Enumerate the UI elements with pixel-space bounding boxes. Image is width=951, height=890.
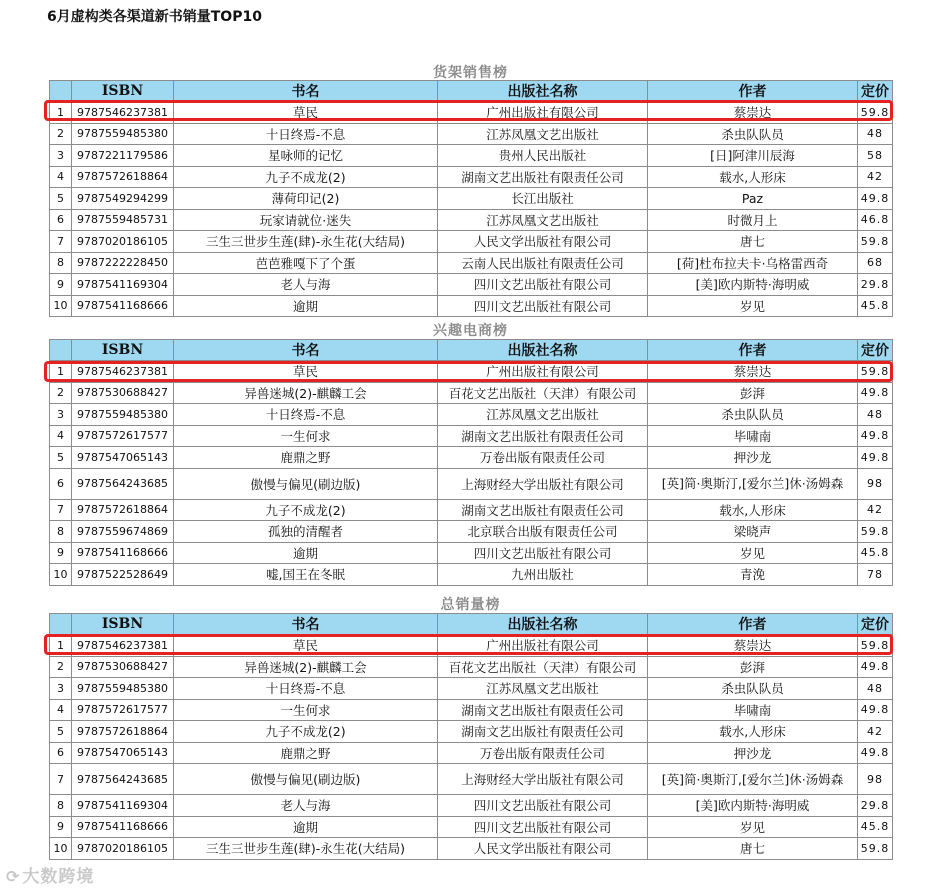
cell-publisher: 九州出版社 [438, 564, 648, 586]
cell-rank: 1 [50, 102, 72, 124]
cell-title: 九子不成龙(2) [174, 721, 438, 743]
table-row [50, 361, 893, 383]
cell-isbn: 9787546237381 [72, 102, 174, 124]
table-row [50, 209, 893, 231]
cell-title: 异兽迷城(2)-麒麟工会 [174, 382, 438, 404]
cell-isbn: 9787572618864 [72, 721, 174, 743]
cell-publisher: 湖南文艺出版社有限责任公司 [438, 166, 648, 188]
cell-publisher: 万卷出版有限责任公司 [438, 742, 648, 764]
table-row [50, 499, 893, 521]
cell-rank: 6 [50, 742, 72, 764]
cell-publisher: 江苏凤凰文艺出版社 [438, 404, 648, 426]
cell-price: 45.8 [858, 816, 893, 838]
cell-rank: 5 [50, 188, 72, 210]
cell-rank: 5 [50, 447, 72, 469]
cell-isbn: 9787564243685 [72, 468, 174, 499]
table-row [50, 102, 893, 124]
header-isbn: ISBN [72, 614, 174, 635]
cell-rank: 8 [50, 795, 72, 817]
header-isbn: ISBN [72, 81, 174, 102]
cell-isbn: 9787221179586 [72, 145, 174, 167]
cell-price: 59.8 [858, 231, 893, 253]
header-author: 作者 [648, 340, 858, 361]
cell-publisher: 人民文学出版社有限公司 [438, 838, 648, 860]
cell-publisher: 上海财经大学出版社有限公司 [438, 468, 648, 499]
cell-rank: 6 [50, 468, 72, 499]
cell-title: 逾期 [174, 542, 438, 564]
cell-isbn: 9787222228450 [72, 252, 174, 274]
cell-rank: 2 [50, 656, 72, 678]
cell-price: 78 [858, 564, 893, 586]
cell-price: 98 [858, 764, 893, 795]
cell-isbn: 9787572618864 [72, 499, 174, 521]
cell-title: 九子不成龙(2) [174, 166, 438, 188]
cell-title: 嘘,国王在冬眠 [174, 564, 438, 586]
table-header-row [50, 614, 893, 635]
table-row [50, 838, 893, 860]
watermark-logo-icon: ⟳ [6, 867, 21, 886]
cell-title: 草民 [174, 361, 438, 383]
table-row [50, 521, 893, 543]
cell-publisher: 四川文艺出版社有限公司 [438, 816, 648, 838]
cell-price: 45.8 [858, 295, 893, 317]
cell-price: 59.8 [858, 635, 893, 657]
cell-publisher: 上海财经大学出版社有限公司 [438, 764, 648, 795]
cell-author: 载水,人形床 [648, 166, 858, 188]
cell-title: 鹿鼎之野 [174, 447, 438, 469]
cell-title: 薄荷印记(2) [174, 188, 438, 210]
cell-title: 一生何求 [174, 699, 438, 721]
table-row [50, 145, 893, 167]
cell-author: 载水,人形床 [648, 499, 858, 521]
table-row [50, 382, 893, 404]
header-publisher: 出版社名称 [438, 340, 648, 361]
cell-isbn: 9787559485380 [72, 123, 174, 145]
cell-author: 彭湃 [648, 382, 858, 404]
header-title: 书名 [174, 614, 438, 635]
cell-price: 42 [858, 166, 893, 188]
table-shelf-sales [49, 80, 893, 317]
cell-isbn: 9787522528649 [72, 564, 174, 586]
cell-publisher: 江苏凤凰文艺出版社 [438, 123, 648, 145]
cell-author: 毕啸南 [648, 425, 858, 447]
cell-price: 49.8 [858, 447, 893, 469]
cell-publisher: 湖南文艺出版社有限责任公司 [438, 699, 648, 721]
table-row [50, 166, 893, 188]
header-rank [50, 81, 72, 102]
table-header-row [50, 340, 893, 361]
cell-rank: 4 [50, 166, 72, 188]
cell-title: 星咏师的记忆 [174, 145, 438, 167]
cell-isbn: 9787572617577 [72, 699, 174, 721]
cell-title: 十日终焉-不息 [174, 404, 438, 426]
table-row [50, 295, 893, 317]
cell-title: 逾期 [174, 295, 438, 317]
cell-rank: 3 [50, 404, 72, 426]
cell-author: [英]简·奥斯汀,[爱尔兰]休·汤姆森 [648, 468, 858, 499]
table-row [50, 795, 893, 817]
table-row [50, 542, 893, 564]
header-price: 定价 [858, 340, 893, 361]
cell-author: [日]阿津川辰海 [648, 145, 858, 167]
cell-title: 孤独的清醒者 [174, 521, 438, 543]
cell-rank: 1 [50, 635, 72, 657]
cell-title: 傲慢与偏见(刷边版) [174, 468, 438, 499]
cell-isbn: 9787559485731 [72, 209, 174, 231]
cell-publisher: 贵州人民出版社 [438, 145, 648, 167]
cell-isbn: 9787020186105 [72, 231, 174, 253]
cell-title: 草民 [174, 102, 438, 124]
table-row [50, 274, 893, 296]
cell-author: 蔡崇达 [648, 635, 858, 657]
cell-title: 三生三世步生莲(肆)-永生花(大结局) [174, 838, 438, 860]
cell-isbn: 9787541169304 [72, 795, 174, 817]
cell-price: 46.8 [858, 209, 893, 231]
cell-isbn: 9787541168666 [72, 295, 174, 317]
cell-isbn: 9787541168666 [72, 542, 174, 564]
cell-price: 42 [858, 721, 893, 743]
table-row [50, 656, 893, 678]
cell-title: 十日终焉-不息 [174, 123, 438, 145]
cell-price: 49.8 [858, 425, 893, 447]
header-price: 定价 [858, 81, 893, 102]
cell-publisher: 湖南文艺出版社有限责任公司 [438, 721, 648, 743]
cell-author: 押沙龙 [648, 742, 858, 764]
header-author: 作者 [648, 614, 858, 635]
table-row [50, 188, 893, 210]
cell-author: 彭湃 [648, 656, 858, 678]
cell-author: 岁见 [648, 542, 858, 564]
cell-title: 鹿鼎之野 [174, 742, 438, 764]
table-row [50, 425, 893, 447]
cell-title: 十日终焉-不息 [174, 678, 438, 700]
cell-author: 岁见 [648, 295, 858, 317]
cell-title: 一生何求 [174, 425, 438, 447]
table-row [50, 742, 893, 764]
table-row [50, 123, 893, 145]
section-title-total-sales: 总销量榜 [440, 597, 501, 613]
cell-author: 时微月上 [648, 209, 858, 231]
table-row [50, 699, 893, 721]
cell-author: [美]欧内斯特·海明威 [648, 795, 858, 817]
header-publisher: 出版社名称 [438, 81, 648, 102]
table-row [50, 635, 893, 657]
cell-price: 42 [858, 499, 893, 521]
cell-isbn: 9787559674869 [72, 521, 174, 543]
cell-isbn: 9787572618864 [72, 166, 174, 188]
cell-rank: 9 [50, 816, 72, 838]
cell-price: 48 [858, 123, 893, 145]
cell-price: 29.8 [858, 795, 893, 817]
cell-rank: 1 [50, 361, 72, 383]
cell-author: [英]简·奥斯汀,[爱尔兰]休·汤姆森 [648, 764, 858, 795]
cell-rank: 10 [50, 295, 72, 317]
cell-price: 49.8 [858, 742, 893, 764]
cell-price: 59.8 [858, 361, 893, 383]
cell-publisher: 长江出版社 [438, 188, 648, 210]
cell-isbn: 9787547065143 [72, 447, 174, 469]
page-title: 6月虚构类各渠道新书销量TOP10 [47, 9, 262, 25]
cell-publisher: 北京联合出版有限责任公司 [438, 521, 648, 543]
cell-publisher: 广州出版社有限公司 [438, 635, 648, 657]
cell-price: 49.8 [858, 382, 893, 404]
cell-author: 青浼 [648, 564, 858, 586]
cell-isbn: 9787549294299 [72, 188, 174, 210]
cell-author: 押沙龙 [648, 447, 858, 469]
cell-isbn: 9787546237381 [72, 361, 174, 383]
cell-publisher: 百花文艺出版社（天津）有限公司 [438, 382, 648, 404]
table-header-row [50, 81, 893, 102]
watermark-text: 大数跨境 [22, 867, 95, 887]
cell-publisher: 万卷出版有限责任公司 [438, 447, 648, 469]
cell-price: 68 [858, 252, 893, 274]
table-row [50, 764, 893, 795]
cell-author: [荷]杜布拉夫卡·乌格雷西奇 [648, 252, 858, 274]
cell-rank: 6 [50, 209, 72, 231]
cell-author: 唐七 [648, 231, 858, 253]
cell-publisher: 江苏凤凰文艺出版社 [438, 678, 648, 700]
table-row [50, 404, 893, 426]
cell-title: 九子不成龙(2) [174, 499, 438, 521]
cell-author: 唐七 [648, 838, 858, 860]
cell-author: 杀虫队队员 [648, 123, 858, 145]
cell-title: 草民 [174, 635, 438, 657]
cell-title: 逾期 [174, 816, 438, 838]
cell-title: 三生三世步生莲(肆)-永生花(大结局) [174, 231, 438, 253]
cell-price: 59.8 [858, 102, 893, 124]
cell-rank: 2 [50, 123, 72, 145]
cell-isbn: 9787530688427 [72, 382, 174, 404]
cell-isbn: 9787572617577 [72, 425, 174, 447]
cell-title: 芭芭雅嘎下了个蛋 [174, 252, 438, 274]
cell-rank: 3 [50, 678, 72, 700]
header-author: 作者 [648, 81, 858, 102]
cell-price: 49.8 [858, 699, 893, 721]
cell-rank: 3 [50, 145, 72, 167]
header-rank [50, 340, 72, 361]
cell-rank: 10 [50, 564, 72, 586]
cell-rank: 10 [50, 838, 72, 860]
header-publisher: 出版社名称 [438, 614, 648, 635]
cell-publisher: 广州出版社有限公司 [438, 361, 648, 383]
cell-author: Paz [648, 188, 858, 210]
cell-title: 傲慢与偏见(刷边版) [174, 764, 438, 795]
cell-isbn: 9787541169304 [72, 274, 174, 296]
table-row [50, 678, 893, 700]
cell-publisher: 广州出版社有限公司 [438, 102, 648, 124]
cell-isbn: 9787546237381 [72, 635, 174, 657]
table-row [50, 816, 893, 838]
cell-rank: 9 [50, 274, 72, 296]
table-total-sales [49, 613, 893, 860]
cell-rank: 9 [50, 542, 72, 564]
cell-publisher: 四川文艺出版社有限公司 [438, 795, 648, 817]
cell-rank: 4 [50, 699, 72, 721]
cell-rank: 2 [50, 382, 72, 404]
cell-price: 49.8 [858, 656, 893, 678]
cell-author: 载水,人形床 [648, 721, 858, 743]
cell-title: 玩家请就位·迷失 [174, 209, 438, 231]
header-title: 书名 [174, 340, 438, 361]
cell-publisher: 湖南文艺出版社有限责任公司 [438, 499, 648, 521]
cell-isbn: 9787559485380 [72, 404, 174, 426]
cell-rank: 4 [50, 425, 72, 447]
cell-publisher: 四川文艺出版社有限公司 [438, 542, 648, 564]
cell-rank: 7 [50, 231, 72, 253]
cell-author: 岁见 [648, 816, 858, 838]
cell-publisher: 四川文艺出版社有限公司 [438, 274, 648, 296]
cell-author: 杀虫队队员 [648, 678, 858, 700]
table-row [50, 231, 893, 253]
cell-publisher: 四川文艺出版社有限公司 [438, 295, 648, 317]
cell-author: 梁晓声 [648, 521, 858, 543]
section-title-interest-ecommerce: 兴趣电商榜 [433, 323, 508, 339]
cell-rank: 7 [50, 499, 72, 521]
cell-publisher: 人民文学出版社有限公司 [438, 231, 648, 253]
cell-price: 48 [858, 678, 893, 700]
cell-price: 29.8 [858, 274, 893, 296]
cell-author: 蔡崇达 [648, 361, 858, 383]
table-row [50, 721, 893, 743]
table-row [50, 468, 893, 499]
table-row [50, 447, 893, 469]
cell-author: 毕啸南 [648, 699, 858, 721]
table-row [50, 252, 893, 274]
cell-author: [美]欧内斯特·海明威 [648, 274, 858, 296]
cell-price: 59.8 [858, 838, 893, 860]
cell-publisher: 百花文艺出版社（天津）有限公司 [438, 656, 648, 678]
cell-isbn: 9787564243685 [72, 764, 174, 795]
cell-rank: 8 [50, 252, 72, 274]
cell-isbn: 9787020186105 [72, 838, 174, 860]
header-isbn: ISBN [72, 340, 174, 361]
cell-isbn: 9787530688427 [72, 656, 174, 678]
cell-isbn: 9787547065143 [72, 742, 174, 764]
cell-rank: 7 [50, 764, 72, 795]
table-row [50, 564, 893, 586]
cell-publisher: 云南人民出版社有限责任公司 [438, 252, 648, 274]
section-title-shelf: 货架销售榜 [433, 65, 508, 81]
cell-publisher: 湖南文艺出版社有限责任公司 [438, 425, 648, 447]
cell-price: 98 [858, 468, 893, 499]
cell-author: 杀虫队队员 [648, 404, 858, 426]
cell-author: 蔡崇达 [648, 102, 858, 124]
cell-title: 老人与海 [174, 274, 438, 296]
cell-title: 老人与海 [174, 795, 438, 817]
header-title: 书名 [174, 81, 438, 102]
cell-price: 58 [858, 145, 893, 167]
header-price: 定价 [858, 614, 893, 635]
cell-price: 59.8 [858, 521, 893, 543]
cell-rank: 5 [50, 721, 72, 743]
cell-price: 48 [858, 404, 893, 426]
table-interest-ecommerce [49, 339, 893, 586]
header-rank [50, 614, 72, 635]
cell-title: 异兽迷城(2)-麒麟工会 [174, 656, 438, 678]
cell-price: 45.8 [858, 542, 893, 564]
cell-isbn: 9787559485380 [72, 678, 174, 700]
cell-publisher: 江苏凤凰文艺出版社 [438, 209, 648, 231]
watermark [6, 862, 94, 887]
cell-rank: 8 [50, 521, 72, 543]
cell-price: 49.8 [858, 188, 893, 210]
cell-isbn: 9787541168666 [72, 816, 174, 838]
